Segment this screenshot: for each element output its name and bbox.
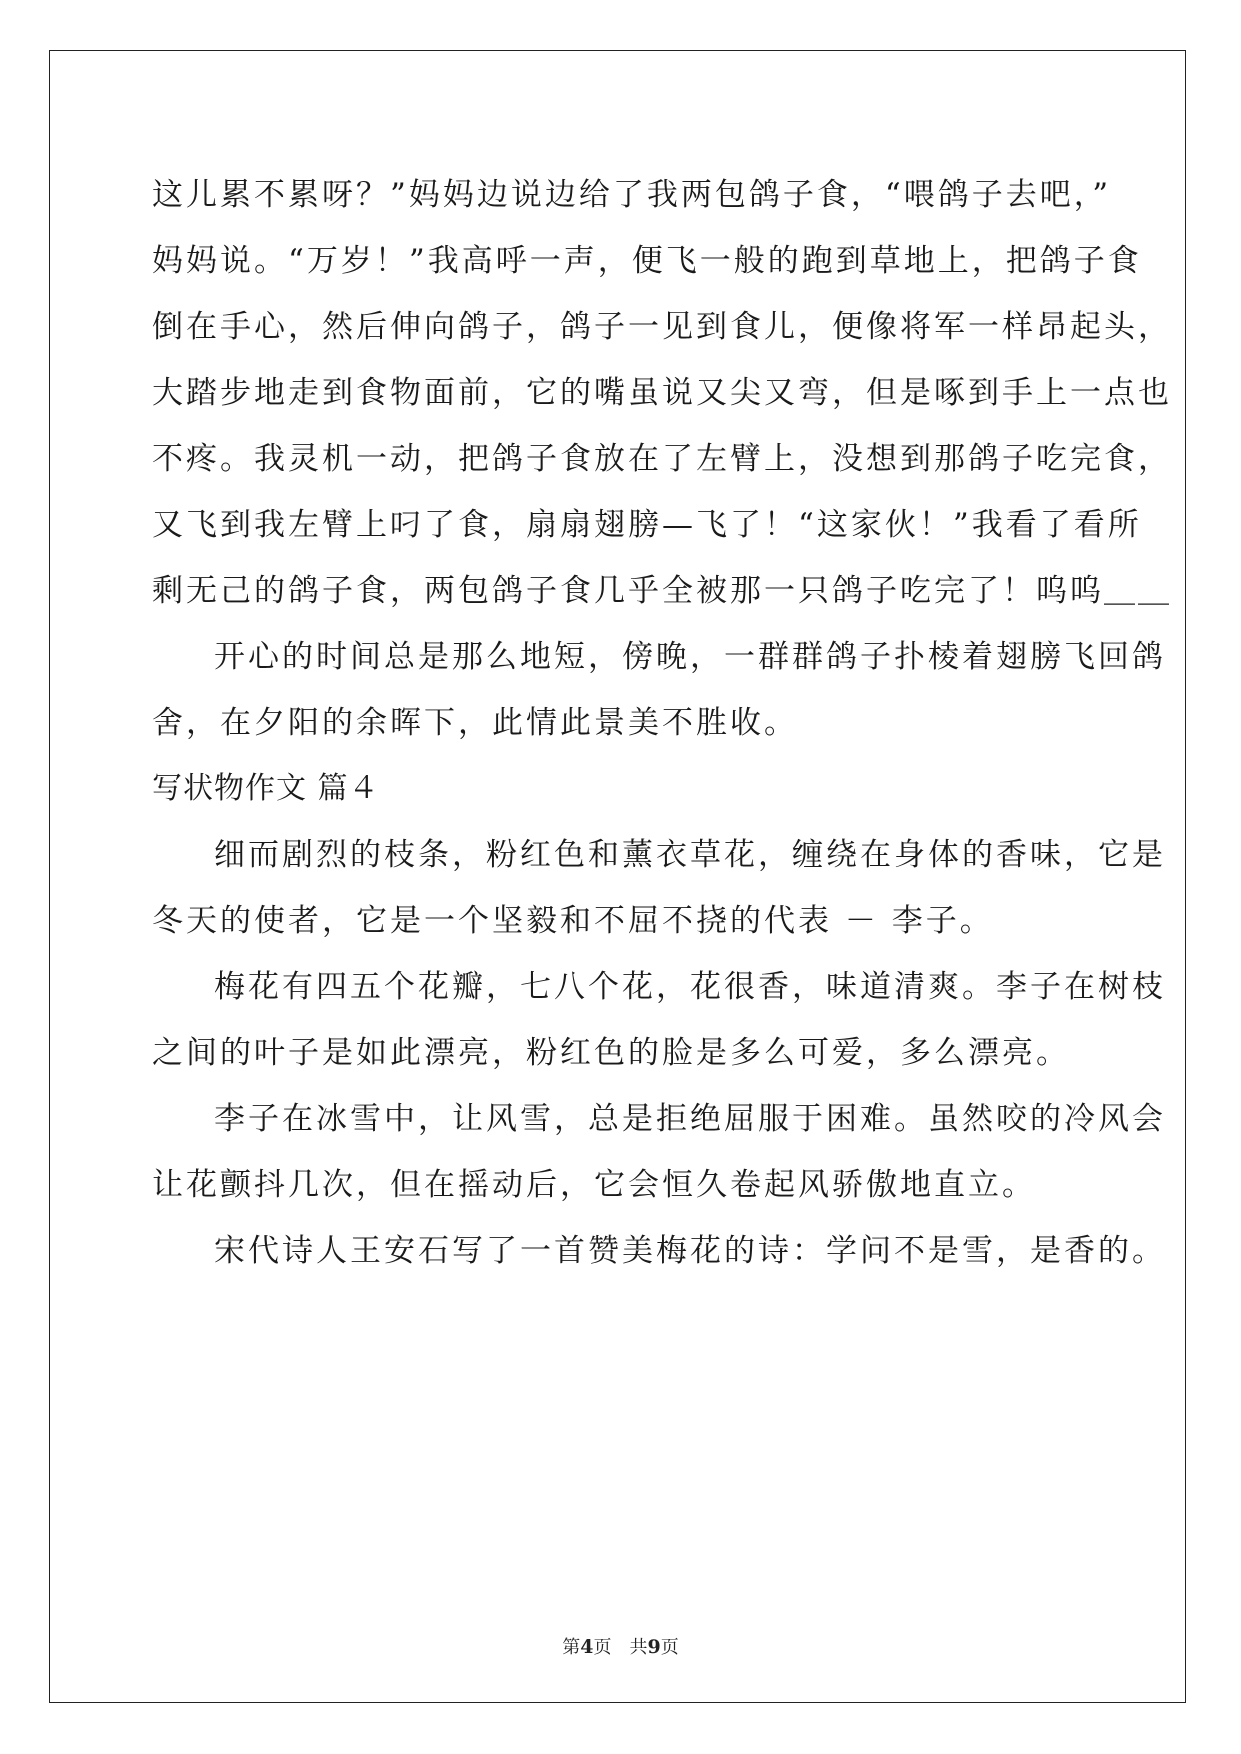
paragraph-first-line: 梅花有四五个花瓣，七八个花，花很香，味道清爽。李子在树枝 [214, 969, 1166, 1005]
paragraph-first-line: 宋代诗人王安石写了一首赞美梅花的诗：学问不是雪，是香的。 [214, 1233, 1166, 1269]
text-line: 舍，在夕阳的余晖下，此情此景美不胜收。 [152, 705, 798, 741]
paragraph-first-line: 李子在冰雪中，让风雪，总是拒绝屈服于困难。虽然咬的冷风会 [214, 1101, 1166, 1137]
total-page-number: 9 [647, 1636, 661, 1658]
paragraph-first-line: 细而剧烈的枝条，粉红色和薰衣草花，缠绕在身体的香味，它是 [214, 837, 1166, 873]
text-line: 妈妈说。“万岁！”我高呼一声，便飞一般的跑到草地上，把鸽子食 [152, 243, 1142, 279]
document-body [152, 162, 1172, 1284]
page-label-mid: 页 共 [593, 1637, 648, 1658]
page-footer [0, 1633, 1241, 1659]
text-line: 之间的叶子是如此漂亮，粉红色的脸是多么可爱，多么漂亮。 [152, 1035, 1070, 1071]
paragraph-first-line: 开心的时间总是那么地短，傍晚，一群群鸽子扑棱着翅膀飞回鸽 [214, 639, 1166, 675]
text-line: 倒在手心，然后伸向鸽子，鸽子一见到食儿，便像将军一样昂起头， [152, 309, 1172, 345]
current-page-number: 4 [580, 1636, 594, 1658]
page-label-prefix: 第 [562, 1637, 581, 1658]
text-line: 剩无己的鸽子食，两包鸽子食几乎全被那一只鸽子吃完了！呜呜＿＿ [152, 573, 1172, 609]
text-line: 冬天的使者，它是一个坚毅和不屈不挠的代表 － 李子。 [152, 903, 994, 939]
text-line: 大踏步地走到食物面前，它的嘴虽说又尖又弯，但是啄到手上一点也 [152, 375, 1172, 411]
text-line: 这儿累不累呀？”妈妈边说边给了我两包鸽子食，“喂鸽子去吧，” [152, 177, 1112, 213]
text-line: 不疼。我灵机一动，把鸽子食放在了左臂上，没想到那鸽子吃完食， [152, 441, 1172, 477]
section-heading: 写状物作文 篇４ [152, 771, 380, 806]
text-line: 又飞到我左臂上叼了食，扇扇翅膀—飞了！“这家伙！”我看了看所 [152, 507, 1142, 543]
page-label-suffix: 页 [660, 1637, 679, 1658]
text-line: 让花颤抖几次，但在摇动后，它会恒久卷起风骄傲地直立。 [152, 1167, 1036, 1203]
